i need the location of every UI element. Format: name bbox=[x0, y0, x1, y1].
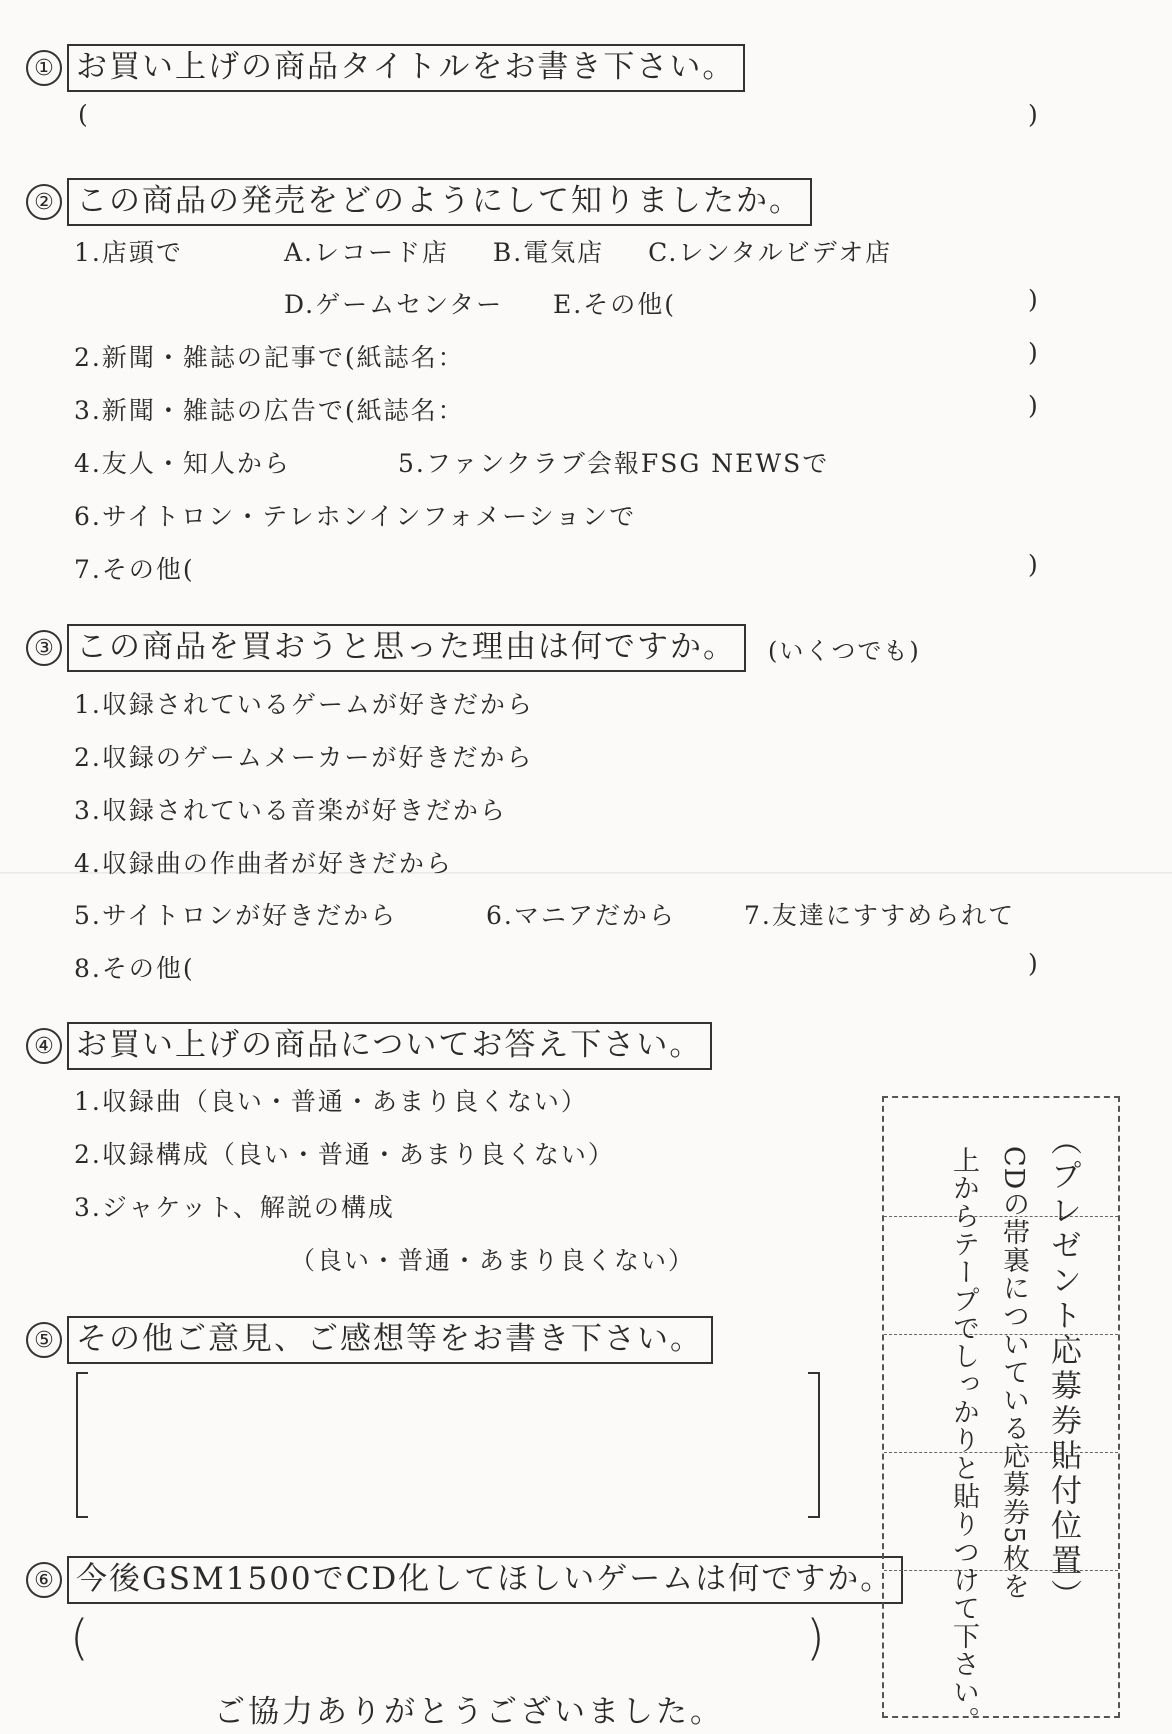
option-8: 8.その他( bbox=[74, 954, 195, 983]
option-3-rating: （良い・普通・あまり良くない） bbox=[290, 1246, 696, 1275]
answer-open-paren: ( bbox=[78, 100, 88, 129]
option-4: 4.友人・知人から bbox=[74, 449, 291, 478]
question-number: ② bbox=[26, 184, 62, 220]
question-text: その他ご意見、ご感想等をお書き下さい。 bbox=[67, 1316, 713, 1364]
option-row bbox=[284, 233, 892, 269]
close-paren: ) bbox=[1028, 550, 1038, 579]
question-text: お買い上げの商品タイトルをお書き下さい。 bbox=[67, 44, 745, 92]
question-4 bbox=[26, 1022, 712, 1070]
question-number: ① bbox=[26, 50, 62, 86]
question-text: この商品の発売をどのようにして知りましたか。 bbox=[67, 178, 812, 226]
question-text: お買い上げの商品についてお答え下さい。 bbox=[67, 1022, 712, 1070]
question-6 bbox=[26, 1556, 903, 1604]
coupon-instruction-2: 上からテープでしっかりと貼りつけて下さい。 bbox=[948, 1146, 979, 1734]
coupon-paste-area bbox=[882, 1096, 1120, 1734]
option-6: 6.マニアだから bbox=[486, 901, 676, 930]
option-2: 2.新聞・雑誌の記事で(紙誌名： bbox=[74, 343, 465, 372]
option-3: 3.新聞・雑誌の広告で(紙誌名： bbox=[74, 396, 465, 425]
option-1c: C.レンタルビデオ店 bbox=[648, 238, 893, 267]
close-paren: ) bbox=[1028, 338, 1038, 367]
option-3: 3.収録されている音楽が好きだから bbox=[74, 796, 507, 825]
option-3: 3.ジャケット、解説の構成 bbox=[74, 1193, 395, 1222]
question-5 bbox=[26, 1316, 713, 1364]
question-number: ④ bbox=[26, 1028, 62, 1064]
coupon-title: （プレゼント応募券貼付位置） bbox=[1045, 1124, 1081, 1614]
close-paren: ) bbox=[1028, 949, 1038, 978]
option-1: 1.収録曲（良い・普通・あまり良くない） bbox=[74, 1087, 588, 1116]
question-1 bbox=[26, 44, 745, 92]
option-1: 1.収録されているゲームが好きだから bbox=[74, 690, 534, 719]
question-3 bbox=[26, 624, 921, 672]
option-7: 7.その他( bbox=[74, 555, 195, 584]
option-row bbox=[74, 233, 183, 269]
question-text: 今後GSM1500でCD化してほしいゲームは何ですか。 bbox=[67, 1556, 903, 1604]
close-paren: ) bbox=[1028, 285, 1038, 314]
question-text: この商品を買おうと思った理由は何ですか。 bbox=[67, 624, 746, 672]
option-1e: E.その他( bbox=[553, 290, 676, 319]
option-1: 1.店頭で bbox=[74, 238, 183, 267]
close-paren: ) bbox=[1028, 391, 1038, 420]
option-2: 2.収録のゲームメーカーが好きだから bbox=[74, 743, 534, 772]
option-6: 6.サイトロン・テレホンインフォメーションで bbox=[74, 502, 637, 531]
comment-bracket-right bbox=[808, 1372, 820, 1518]
option-1d: D.ゲームセンター bbox=[284, 290, 504, 319]
comment-bracket-left bbox=[76, 1372, 88, 1518]
coupon-instruction-1: CDの帯裏についている応募券5枚を bbox=[998, 1146, 1029, 1601]
option-7: 7.友達にすすめられて bbox=[744, 901, 1016, 930]
question-number: ③ bbox=[26, 630, 62, 666]
answer-close-paren: ) bbox=[1028, 100, 1038, 129]
option-5: 5.ファンクラブ会報FSG NEWSで bbox=[398, 449, 830, 478]
thank-you-message: ご協力ありがとうございました。 bbox=[214, 1694, 724, 1730]
option-4: 4.収録曲の作曲者が好きだから bbox=[74, 849, 453, 878]
question-number: ⑤ bbox=[26, 1322, 62, 1358]
option-2: 2.収録構成（良い・普通・あまり良くない） bbox=[74, 1140, 615, 1169]
option-1b: B.電気店 bbox=[492, 238, 605, 267]
answer-open-paren: ( bbox=[70, 1610, 89, 1666]
option-1a: A.レコード店 bbox=[284, 238, 450, 267]
option-5: 5.サイトロンが好きだから bbox=[74, 901, 398, 930]
question-2 bbox=[26, 178, 812, 226]
answer-close-paren: ) bbox=[806, 1610, 825, 1666]
option-row bbox=[284, 285, 676, 321]
question-number: ⑥ bbox=[26, 1562, 62, 1598]
question-note: (いくつでも) bbox=[768, 636, 921, 665]
